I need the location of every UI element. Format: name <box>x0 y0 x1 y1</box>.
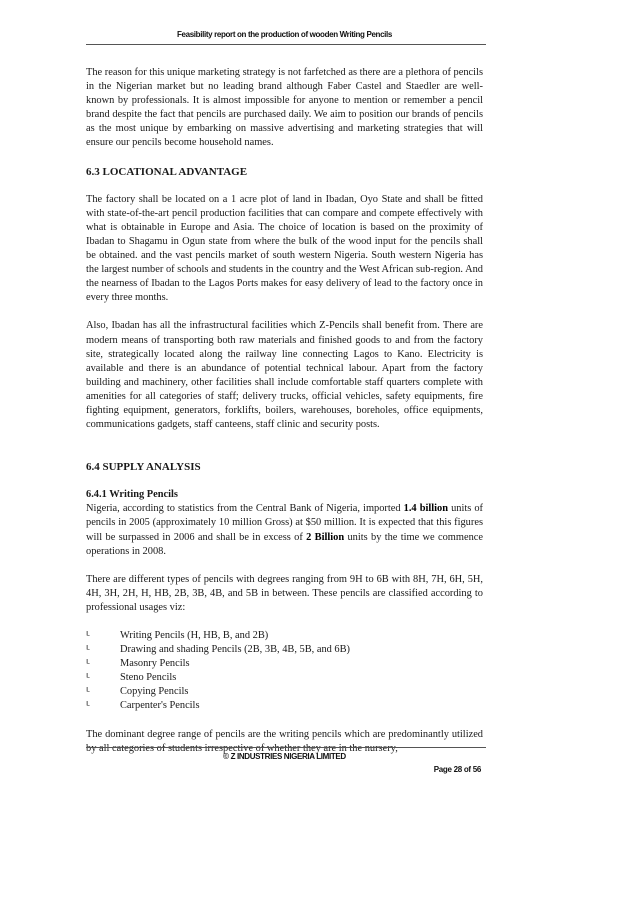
dominant-degree-paragraph: The dominant degree range of pencils are the writing pencils which are predominantly utilized by all categories of students irrespective of whether they are in the nursery, <box>86 728 483 754</box>
page-body <box>86 66 483 756</box>
list-item: ᒻ Steno Pencils <box>86 671 177 685</box>
section-heading-supply-analysis: 6.4 SUPPLY ANALYSIS <box>86 461 201 474</box>
bullet-icon: ᒻ <box>86 685 91 699</box>
imports-text-c: units by the time we commence operations in 2008. <box>86 531 483 557</box>
footer-copyright: © Z INDUSTRIES NIGERIA LIMITED <box>223 752 346 761</box>
bullet-icon: ᒻ <box>86 657 91 671</box>
header-rule <box>86 44 486 45</box>
imports-figure-2005: 1.4 billion <box>403 503 448 515</box>
bullet-icon: ᒻ <box>86 629 91 642</box>
page-number: Page 28 of 56 <box>433 765 481 774</box>
pencil-usage-list <box>86 629 483 714</box>
bullet-icon: ᒻ <box>86 643 91 657</box>
imports-text-a: Nigeria, according to statistics from the Central Bank of Nigeria, imported <box>86 503 404 515</box>
pencil-degrees-paragraph: There are different types of pencils with degrees ranging from 9H to 6B with 8H, 7H, 6H, 5H, 4H, 3H, 2H, H, HB, 2B, 3B, 4B, and 5B in between. These pencils are classified according to professional usages viz: <box>86 573 483 613</box>
imports-paragraph <box>86 502 483 558</box>
imports-text-b: units of pencils in 2005 (approximately 10 million Gross) at $50 million. It is expected that this figures will be surpassed in 2006 and shall be in excess of <box>86 503 483 543</box>
bullet-icon: ᒻ <box>86 699 91 713</box>
footer-rule <box>86 747 486 748</box>
imports-figure-2008: 2 Billion <box>306 531 345 543</box>
infrastructure-paragraph: Also, Ibadan has all the infrastructural facilities which Z-Pencils shall benefit from. There are modern means of transporting both raw materials and finished goods to and from the factory site, strategically located along the railway line connecting Lagos to Kano. Electricity is available and there is an abundance of potential technical labour. Apart from the factory building and machinery, other facilities shall include comfortable staff quarters complete with amenities for all categories of staff; delivery trucks, official vehicles, safety equipments, fire fighting equipment, generators, forklifts, boilers, warehouses, boreholes, office equipments, communications gadgets, staff canteens, staff clinic and security posts. <box>86 320 483 431</box>
list-item: ᒻ Writing Pencils (H, HB, B, and 2B) <box>86 629 269 642</box>
list-item: ᒻ Carpenter's Pencils <box>86 699 200 713</box>
location-paragraph: The factory shall be located on a 1 acre plot of land in Ibadan, Oyo State and shall be fitted with state-of-the-art pencil production facilities that can compare and compete effectively with what is obtainable in Europe and Asia. The choice of location is based on the proximity of Ibadan to Shagamu in Ogun state from where the bulk of the wood input for the pencils shall be obtained. and the vast pencils market of south western Nigeria. South western Nigeria has the largest number of schools and students in the country and the West African sub-region. And the nearness of Ibadan to the Lagos Ports makes for easy delivery of lead to the factory once in every three months. <box>86 193 483 304</box>
list-item: ᒻ Copying Pencils <box>86 685 189 699</box>
subheading-writing-pencils: 6.4.1 Writing Pencils <box>86 489 178 501</box>
intro-paragraph: The reason for this unique marketing strategy is not farfetched as there are a plethora of pencils in the Nigerian market but no leading brand although Faber Castel and Staedler are well-known by professionals. It is almost impossible for anyone to mention or remember a pencil brand despite the fact that pencils are purchased daily. We aim to position our brands of pencils as the most unique by embarking on massive advertising and marketing strategies that will ensure our pencils become household names. <box>86 67 483 149</box>
list-item: ᒻ Drawing and shading Pencils (2B, 3B, 4B, 5B, and 6B) <box>86 643 351 657</box>
section-heading-locational-advantage: 6.3 LOCATIONAL ADVANTAGE <box>86 165 248 178</box>
list-item: ᒻ Masonry Pencils <box>86 657 190 671</box>
running-header: Feasibility report on the production of wooden Writing Pencils <box>176 30 393 39</box>
bullet-icon: ᒻ <box>86 671 91 685</box>
